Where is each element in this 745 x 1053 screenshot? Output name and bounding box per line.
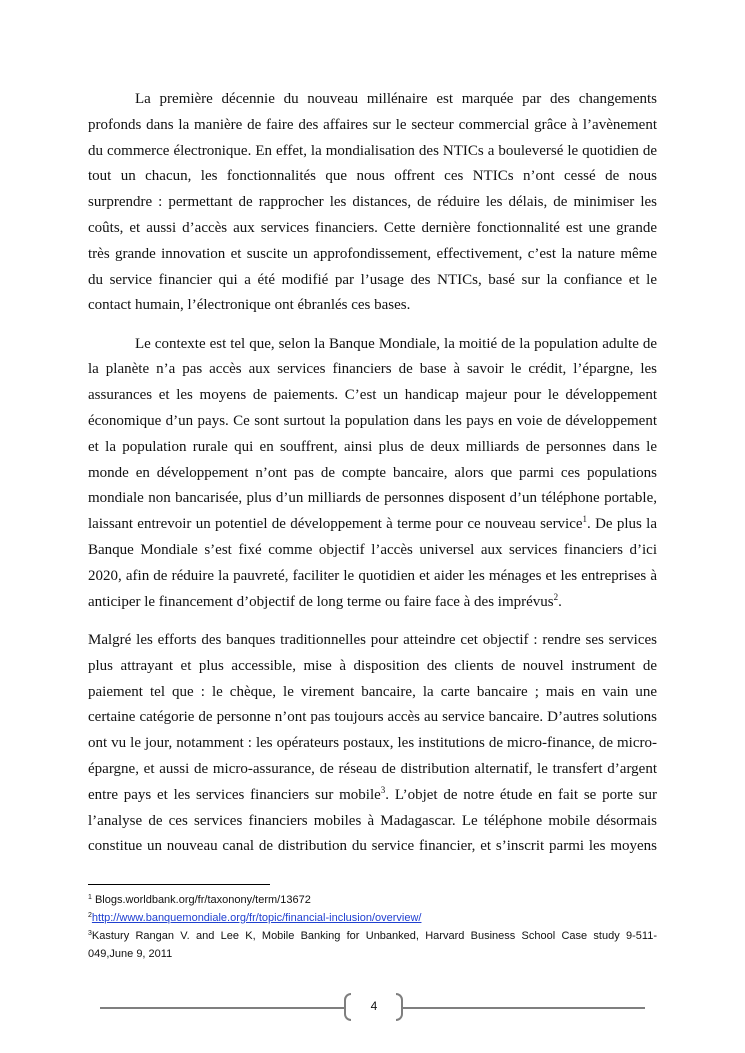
text-line: très grande innovation et suscite un approfondissement, effectivement, c’est la nature même xyxy=(88,245,657,262)
text-line: Malgré les efforts des banques traditionnelles pour atteindre cet objectif : rendre ses services xyxy=(88,631,657,648)
text-fragment: . xyxy=(558,593,562,610)
footnote-ref: 2 xyxy=(553,591,559,602)
text-line: l’analyse de ces services financiers mobiles à Madagascar. Le téléphone mobile désormais xyxy=(88,812,657,829)
text-line xyxy=(88,590,657,616)
footnote xyxy=(88,909,657,927)
footer-rule-left xyxy=(100,1007,345,1009)
footnotes xyxy=(88,891,657,963)
text-line: et la population rurale qui en souffrent, ainsi plus de deux milliards de personnes dans le xyxy=(88,438,657,455)
footer-brace-left xyxy=(344,993,351,1021)
footnote-text: Blogs.worldbank.org/fr/taxonony/term/13672 xyxy=(91,894,311,906)
text-line: mondiale non bancarisée, plus d’un milliards de personnes disposent d’un téléphone portable, xyxy=(88,490,657,507)
text-line: monde en développement n’ont pas de compte bancaire, alors que parmi ces populations xyxy=(88,464,657,481)
text-line: paiement tel que : le chèque, le virement bancaire, la carte bancaire ; mais en vain une xyxy=(88,683,657,700)
text-line: La première décennie du nouveau millénaire est marquée par des changements xyxy=(135,91,657,107)
text-line: Banque Mondiale s’est fixé comme objectif l’accès universel aux services financiers d’ici xyxy=(88,542,657,559)
footnote-ref: 3 xyxy=(380,784,386,795)
text-line: profonds dans la manière de faire des affaires sur le secteur commercial grâce à l’avènement xyxy=(88,116,657,133)
footnote xyxy=(88,891,657,909)
paragraph xyxy=(88,332,657,616)
text-line: surprendre : permettant de rapprocher les distances, de réduire les délais, de minimiser les xyxy=(88,194,657,211)
footnote-continuation: 049,June 9, 2011 xyxy=(88,948,173,960)
text-line: plus attrayant et plus accessible, mise à disposition des clients de nouvel instrument de xyxy=(88,657,657,674)
text-fragment: anticiper le financement d’objectif de long terme ou faire face à des imprévus xyxy=(88,593,554,610)
page-number: 4 xyxy=(370,999,378,1013)
text-line: du commerce électronique. En effet, la mondialisation des NTICs a bouleversé le quotidien de xyxy=(88,142,657,159)
text-line: constitue un nouveau canal de distribution du service financier, et s’inscrit parmi les moyens xyxy=(88,838,657,855)
text-line: 2020, afin de réduire la pauvreté, faciliter le quotidien et aider les ménages et les entreprises à xyxy=(88,567,657,584)
footnote-separator xyxy=(88,884,270,885)
paragraph xyxy=(88,628,657,860)
footnote-number: 3 xyxy=(88,930,92,937)
footnote xyxy=(88,927,657,945)
text-line: du service financier qui a été modifié par l’usage des NTICs, basé sur la confiance et le xyxy=(88,271,657,288)
text-line xyxy=(88,512,657,538)
document-body xyxy=(88,87,657,873)
footnote-number: 1 xyxy=(88,894,92,901)
footer-rule-right xyxy=(402,1007,645,1009)
text-line: épargne, et aussi de micro-assurance, de réseau de distribution alternatif, le transfert d’argent xyxy=(88,760,657,777)
text-line: coûts, et aussi d’accès aux services financiers. Cette dernière fonctionnalité est une grande xyxy=(88,219,657,236)
text-line: ont vu le jour, notamment : les opérateurs postaux, les institutions de micro-finance, de micro- xyxy=(88,735,657,752)
text-line: tout un chacun, les fonctionnalités que nous offrent ces NTICs n’ont cessé de nous xyxy=(88,168,657,185)
paragraph xyxy=(88,87,657,319)
text-fragment: laissant entrevoir un potentiel de développement à terme pour ce nouveau service xyxy=(88,516,583,533)
text-line: assurances et les moyens de paiements. C’est un handicap majeur pour le développement xyxy=(88,387,657,404)
text-line: économique d’un pays. Ce sont surtout la population dans les pays en voie de développement xyxy=(88,413,657,430)
text-line: Le contexte est tel que, selon la Banque Mondiale, la moitié de la population adulte de xyxy=(135,335,657,352)
footnote-ref: 1 xyxy=(582,514,588,525)
footnote-text: Kastury Rangan V. and Lee K, Mobile Banking for Unbanked, Harvard Business School Case study 9-511- xyxy=(91,930,657,942)
text-line: la planète n’a pas accès aux services financiers de base à savoir le crédit, l’épargne, les xyxy=(88,361,657,378)
text-line: contact humain, l’électronique ont ébranlés ces bases. xyxy=(88,297,411,314)
text-fragment: . L’objet de notre étude en fait se porte sur xyxy=(385,786,657,803)
text-fragment: entre pays et les services financiers sur mobile xyxy=(88,786,381,803)
text-line xyxy=(88,783,657,809)
footnote-link[interactable]: http://www.banquemondiale.org/fr/topic/financial-inclusion/overview/ xyxy=(91,912,422,924)
footnote-number: 2 xyxy=(88,912,92,919)
text-line: certaine catégorie de personne n’ont pas toujours accès au service bancaire. D’autres solutions xyxy=(88,709,657,726)
text-fragment: . De plus la xyxy=(587,516,657,533)
